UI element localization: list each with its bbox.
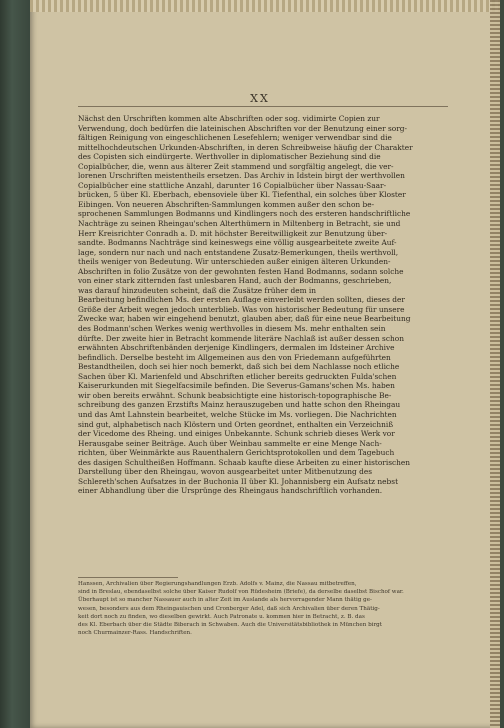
text-line: der Vicedome des Rheing. und einiges Unbekannte. Schunk schrieb dieses Werk vor bbox=[78, 429, 395, 439]
text-line: befindlich. Derselbe besteht im Allgemeinen aus den von Friedemann aufgeführten bbox=[78, 352, 391, 362]
text-line: was darauf hinzudeuten scheint, daß die Zusätze früher dem in bbox=[78, 285, 317, 295]
footnote-line: Hanssen, Archivalien über Regierungshandlungen Erzb. Adolfs v. Mainz, die Nassau mitbetreffen, bbox=[78, 581, 357, 587]
page-fore-edge bbox=[490, 0, 500, 728]
text-line: Nachträge zu seinen Rheingau'schen Alterthümern in Miltenberg in Betracht, sie und bbox=[78, 219, 401, 229]
page-number-header: XX bbox=[250, 92, 270, 105]
text-line: schreibung des ganzen Erzstifts Mainz herauszugeben und hatte schon den Rheingau bbox=[78, 400, 401, 410]
text-line: mittelhochdeutschen Urkunden-Abschriften, in deren Schreibweise häufig der Charakter bbox=[78, 142, 413, 152]
footnote-block bbox=[78, 580, 450, 637]
book-page bbox=[30, 0, 500, 728]
text-line: Schlereth'schen Aufsatzes in der Buchonia II über Kl. Johannisberg ein Aufsatz nebst bbox=[78, 476, 399, 486]
footnote-rule bbox=[78, 577, 178, 578]
text-line: sandte. Bodmanns Nachträge sind keineswegs eine völlig ausgearbeitete zweite Auf- bbox=[78, 238, 397, 248]
text-line: Herr Kreisrichter Conradh a. D. mit höchster Bereitwilligkeit zur Benutzung über- bbox=[78, 228, 388, 238]
text-line: des dasigen Schultheißen Hoffmann. Schaab kaufte diese Arbeiten zu einer historischen bbox=[78, 457, 411, 467]
text-line: einer Abhandlung über die Ursprünge des Rheingaus handschriftlich vorhanden. bbox=[78, 486, 383, 496]
text-line: Verwendung, doch bedürfen die lateinischen Abschriften vor der Benutzung einer sorg- bbox=[78, 123, 407, 133]
text-line: Sachen über Kl. Marienfeld und Abschriften etlicher bereits gedruckten Fulda'schen bbox=[78, 371, 397, 381]
footnote-line: noch Churmainzer-Rass. Handschriften. bbox=[78, 630, 192, 637]
main-text-block bbox=[78, 114, 450, 496]
text-line: dürfte. Der zweite hier in Betracht kommende literäre Nachlaß ist außer dessen schon bbox=[78, 333, 404, 343]
text-line: von einer stark zitternden fast unlesbaren Hand, auch der Bodmanns, geschrieben, bbox=[78, 276, 392, 286]
book-spine bbox=[0, 0, 30, 728]
header-rule bbox=[78, 106, 448, 107]
text-line: Bestandtheilen, doch sei hier noch bemerkt, daß sich bei dem Nachlasse noch etliche bbox=[78, 362, 400, 372]
footnote-line: keit dort noch zu finden, wo dieselben gewirkt. Auch Patronate u. kommen hier in Betracht, z. B. das bbox=[78, 613, 365, 620]
text-line: Zwecke war, haben wir eingehend benutzt, glauben aber, daß für eine neue Bearbeitung bbox=[78, 314, 411, 324]
text-line: Bearbeitung befindlichen Ms. der ersten Auflage einverleibt werden sollten, dieses der bbox=[78, 295, 405, 305]
text-line: theils weniger von Bedeutung. Wir unterschieden außer einigen älteren Urkunden- bbox=[78, 257, 391, 267]
text-line: und das Amt Lahnstein bearbeitet, welche Stücke im Ms. vorliegen. Die Nachrichten bbox=[78, 409, 397, 419]
text-line: Copialbücher, die, wenn aus älterer Zeit stammend und sorgfältig angelegt, die ver- bbox=[78, 161, 394, 171]
text-line: des Bodmann'schen Werkes wenig werthvolles in diesem Ms. mehr enthalten sein bbox=[78, 324, 386, 334]
footnote-line: des Kl. Eberbach über die Städte Biberach in Schwaben. Auch die Universitätsbibliothek in München birgt bbox=[78, 622, 382, 629]
text-line: lorenen Urschriften meistentheils ersetzen. Das Archiv in Idstein birgt der werthvollen bbox=[78, 171, 405, 181]
page-top-edge bbox=[30, 0, 500, 12]
footnote-line: wesen, besonders aus dem Rheingauischen und Cronberger Adel, daß sich Archivalien über deren Thätig- bbox=[78, 605, 380, 612]
text-line: Kaiserurkunden mit Siegelfacsimile befinden. Die Severus-Gamans'schen Ms. haben bbox=[78, 381, 395, 391]
text-line: erwähnten Abschriftenbänden derjenige Kindlingers, dermalen im Idsteiner Archive bbox=[78, 343, 395, 353]
text-line: Copialbücher eine stattliche Anzahl, darunter 16 Copialbücher über Nassau-Saar- bbox=[78, 180, 387, 190]
text-line: Größe der Arbeit wegen jedoch unterblieb. Was von historischer Bedeutung für unsere bbox=[78, 304, 405, 314]
text-line: des Copisten sich eindürgerte. Werthvoller in diplomatischer Beziehung sind die bbox=[78, 152, 381, 162]
footnote-line: sind in Breslau, ebendaselbst solche über Kaiser Rudolf von Rüdesheim (Briefe), da derselbe daselbst Bischof war. bbox=[78, 589, 404, 596]
text-line: Nächst den Urschriften kommen alte Abschriften oder sog. vidimirte Copien zur bbox=[78, 114, 380, 123]
text-line: lage, sondern nur nach und nach entstandene Zusatz-Bemerkungen, theils werthvoll, bbox=[78, 247, 399, 257]
text-line: brücken, 5 über Kl. Eberbach, ebensoviele über Kl. Tiefenthal, ein solches über Kloster bbox=[78, 190, 406, 200]
text-line: Abschriften in folio Zusätze von der gewohnten festen Hand Bodmanns, sodann solche bbox=[78, 266, 404, 276]
text-line: fältigen Reinigung von eingeschlichenen Lesefehlern; weniger verwendbar sind die bbox=[78, 133, 392, 143]
text-line: sind gut, alphabetisch nach Klöstern und Orten geordnet, enthalten ein Verzeichniß bbox=[78, 419, 394, 429]
text-line: wir oben bereits erwähnt. Schunk beabsichtigte eine historisch-topographische Be- bbox=[78, 390, 392, 400]
text-line: Herausgabe seiner Beiträge. Auch über Weinbau sammelte er eine Menge Nach- bbox=[78, 438, 382, 448]
text-line: richten, über Weinmärkte aus Rauenthalern Gerichtsprotokollen und dem Tagebuch bbox=[78, 448, 395, 458]
text-line: Eibingen. Von neueren Abschriften-Sammlungen kommen außer den schon be- bbox=[78, 199, 375, 209]
text-line: Darstellung über den Rheingau, wovon ausgearbeitet unter Mitbenutzung des bbox=[78, 467, 372, 477]
footnote-line: Überhaupt ist so mancher Nassauer auch in alter Zeit im Auslande als hervorragender Mann thätig ge- bbox=[78, 597, 372, 604]
text-line: sprochenen Sammlungen Bodmanns und Kindlingers noch des ersteren handschriftliche bbox=[78, 209, 411, 219]
